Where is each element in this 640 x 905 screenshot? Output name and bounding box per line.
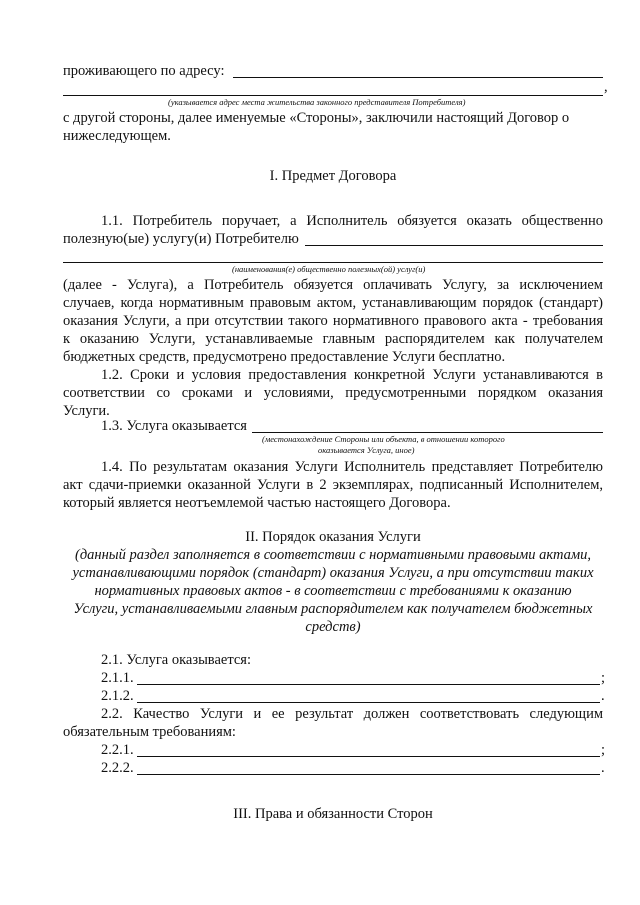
p11-fill-line [305, 245, 603, 246]
section-2-heading: II. Порядок оказания Услуги [245, 529, 421, 545]
section-2-note-4: Услуги, устанавливаемыми главным распорядителем как получателем бюджетных [73, 601, 593, 617]
p212-label: 2.1.2. [101, 688, 134, 704]
p12-line-3: Услуги. [63, 403, 110, 419]
p221-label: 2.2.1. [101, 742, 134, 758]
p14-line-3: который является неотъемлемой частью настоящего Договора. [63, 495, 451, 511]
p21-text: 2.1. Услуга оказывается: [101, 652, 251, 668]
p212-period: . [601, 688, 605, 704]
section-2-note-2: устанавливающими порядок (стандарт) оказания Услуги, а при отсутствии таких [72, 565, 594, 581]
p211-fill-line [137, 684, 600, 685]
p11-cont-5: бюджетных средств, предусмотрено предоставление Услуги бесплатно. [63, 349, 506, 365]
p14-line-1: 1.4. По результатам оказания Услуги Исполнитель представляет Потребителю [101, 459, 603, 475]
section-3-heading: III. Права и обязанности Сторон [233, 806, 433, 822]
address-label: проживающего по адресу: [63, 63, 225, 79]
p221-fill-line [137, 756, 600, 757]
p222-period: . [601, 760, 605, 776]
section-2-note-1: (данный раздел заполняется в соответствии с нормативными правовыми актами, [74, 547, 592, 563]
p11-line-1: 1.1. Потребитель поручает, а Исполнитель обязуется оказать общественно [101, 213, 603, 229]
p11-fill-line-2 [63, 262, 603, 263]
p12-line-2: соответствии со сроками и условиями, предусмотренными порядком оказания [63, 385, 603, 401]
p11-cont-4: к оказанию Услуги, устанавливаемые главным распорядителем как получателем [63, 331, 603, 347]
address-fill-line [233, 77, 603, 78]
p222-fill-line [137, 774, 600, 775]
address-comma: , [604, 79, 608, 95]
p14-line-2: акт сдачи-приемки оказанной Услуги в 2 экземплярах, подписанный Исполнителем, [63, 477, 603, 493]
section-2-note-5: средств) [305, 619, 361, 635]
p13-caption-1: (местонахождение Стороны или объекта, в отношении которого [262, 434, 505, 444]
parties-line-1: с другой стороны, далее именуемые «Стороны», заключили настоящий Договор о [63, 110, 570, 126]
p22-line-2: обязательным требованиям: [63, 724, 236, 740]
p11-cont-3: оказания Услуги, а при отсутствии такого нормативного правового акта - требования [63, 313, 603, 329]
p211-label: 2.1.1. [101, 670, 134, 686]
p11-cont-1: (далее - Услуга), а Потребитель обязуется оплачивать Услугу, за исключением [63, 277, 603, 293]
p11-caption: (наименования(е) общественно полезных(ой) услуг(и) [232, 264, 426, 274]
p222-label: 2.2.2. [101, 760, 134, 776]
parties-line-2: нижеследующем. [63, 128, 171, 144]
p211-semicolon: ; [601, 670, 606, 686]
p212-fill-line [137, 702, 600, 703]
address-fill-line-2 [63, 95, 603, 96]
p12-line-1: 1.2. Сроки и условия предоставления конкретной Услуги устанавливаются в [101, 367, 603, 383]
section-1-heading: I. Предмет Договора [269, 168, 397, 184]
p11-line-2: полезную(ые) услугу(и) Потребителю [63, 231, 299, 247]
p13-caption-2: оказывается Услуга, иное) [318, 445, 415, 455]
p22-line-1: 2.2. Качество Услуги и ее результат должен соответствовать следующим [101, 706, 603, 722]
p13-label: 1.3. Услуга оказывается [101, 418, 247, 434]
address-caption: (указывается адрес места жительства законного представителя Потребителя) [168, 97, 466, 107]
p221-semicolon: ; [601, 742, 606, 758]
section-2-note-3: нормативных правовых актов - в соответствии с требованиями к оказанию [94, 583, 572, 599]
p11-cont-2: случаев, когда нормативным правовым актом, устанавливающим порядок (стандарт) [63, 295, 603, 311]
p13-fill-line [252, 432, 603, 433]
